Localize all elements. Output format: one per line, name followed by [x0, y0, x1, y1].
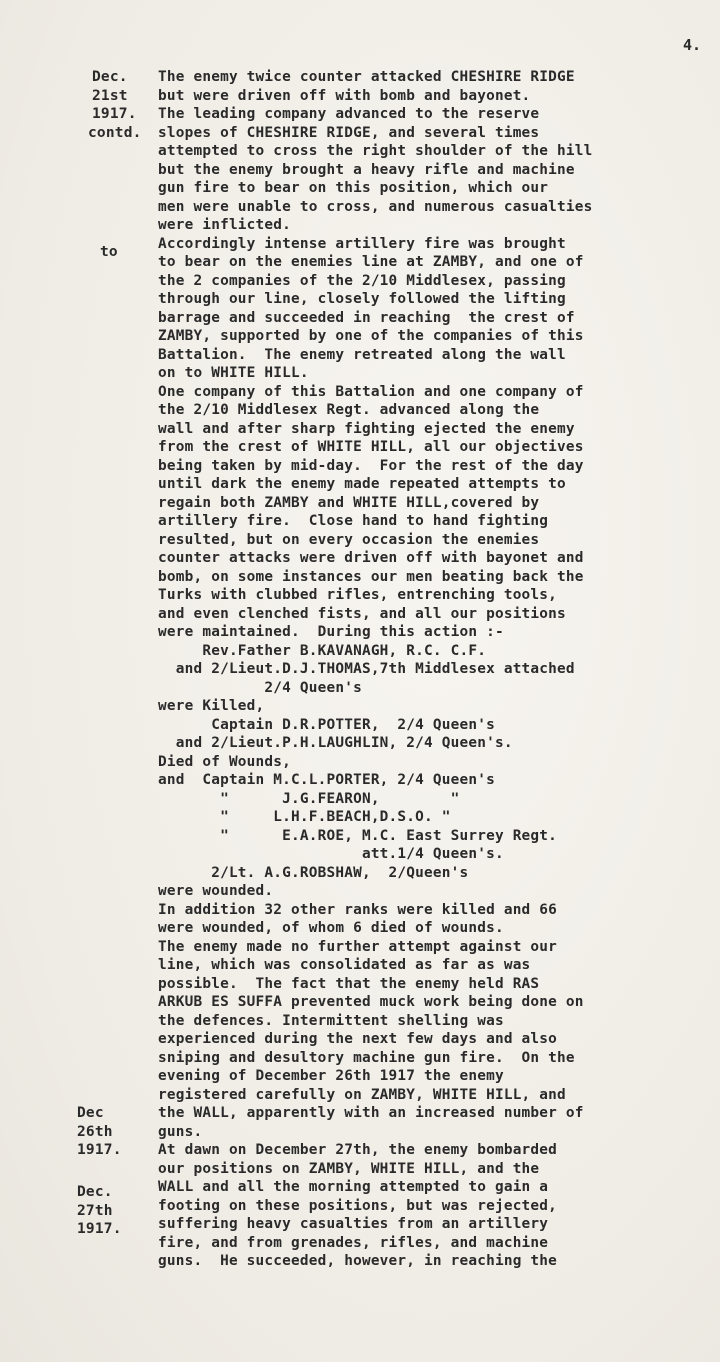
text-line: bomb, on some instances our men beating back the: [158, 568, 584, 585]
text-line: One company of this Battalion and one company of: [158, 383, 584, 400]
text-line: Turks with clubbed rifles, entrenching tools,: [158, 587, 558, 603]
text-line: At dawn on December 27th, the enemy bombarded: [158, 1142, 558, 1158]
text-line: from the crest of WHITE HILL, all our objectives: [158, 439, 584, 455]
text-line: the defences. Intermittent shelling was: [158, 1012, 504, 1029]
text-line: " E.A.ROE, M.C. East Surrey Regt.: [158, 827, 558, 844]
text-line: but the enemy brought a heavy rifle and machine: [158, 161, 575, 178]
text-line: gun fire to bear on this position, which our: [158, 180, 549, 196]
margin-date-line: to: [100, 244, 118, 260]
text-line: our positions on ZAMBY, WHITE HILL, and the: [158, 1160, 540, 1177]
text-line: guns. He succeeded, however, in reaching the: [158, 1253, 558, 1269]
text-line: ZAMBY, supported by one of the companies of this: [158, 328, 584, 344]
text-line: and 2/Lieut.D.J.THOMAS,7th Middlesex attached: [158, 661, 575, 677]
text-line: until dark the enemy made repeated attempts to: [158, 476, 566, 492]
margin-date-line: Dec.: [92, 69, 128, 85]
text-line: resulted, but on every occasion the enemies: [158, 531, 540, 548]
text-line: barrage and succeeded in reaching the crest of: [158, 309, 575, 326]
text-line: regain both ZAMBY and WHITE HILL,covered by: [158, 494, 540, 511]
text-line: Battalion. The enemy retreated along the wall: [158, 346, 566, 363]
text-line: " L.H.F.BEACH,D.S.O. ": [158, 809, 451, 825]
text-line: were wounded, of whom 6 died of wounds.: [158, 920, 504, 936]
text-line: experienced during the next few days and also: [158, 1031, 558, 1047]
text-line: line, which was consolidated as far as was: [158, 957, 531, 973]
text-line: 2/4 Queen's: [158, 679, 362, 696]
text-line: footing on these positions, but was rejected,: [158, 1197, 558, 1214]
text-line: counter attacks were driven off with bayonet and: [158, 550, 584, 566]
margin-date: [100, 243, 118, 262]
text-line: In addition 32 other ranks were killed and 66: [158, 901, 558, 918]
text-line: registered carefully on ZAMBY, WHITE HILL, and: [158, 1086, 566, 1103]
text-line: Accordingly intense artillery fire was brought: [158, 235, 566, 252]
text-line: to bear on the enemies line at ZAMBY, and one of: [158, 254, 584, 270]
text-line: on to WHITE HILL.: [158, 365, 309, 381]
text-line: possible. The fact that the enemy held RAS: [158, 975, 540, 992]
text-line: evening of December 26th 1917 the enemy: [158, 1068, 504, 1084]
margin-date-line: 21st: [92, 87, 128, 104]
text-line: the 2/10 Middlesex Regt. advanced along the: [158, 402, 540, 418]
text-line: were maintained. During this action :-: [158, 624, 504, 640]
text-line: artillery fire. Close hand to hand fighting: [158, 513, 549, 529]
text-line: Rev.Father B.KAVANAGH, R.C. C.F.: [158, 642, 487, 659]
text-line: ARKUB ES SUFFA prevented muck work being done on: [158, 994, 584, 1010]
text-line: the 2 companies of the 2/10 Middlesex, passing: [158, 272, 566, 289]
margin-date-line: contd.: [88, 124, 142, 141]
margin-date-line: 1917.: [77, 1142, 122, 1158]
text-line: and 2/Lieut.P.H.LAUGHLIN, 2/4 Queen's.: [158, 735, 513, 751]
text-line: att.1/4 Queen's.: [158, 846, 504, 862]
text-line: attempted to cross the right shoulder of the hill: [158, 143, 593, 159]
margin-date-line: Dec: [77, 1105, 104, 1121]
text-line: suffering heavy casualties from an artillery: [158, 1216, 549, 1232]
text-line: The enemy twice counter attacked CHESHIRE RIDGE: [158, 69, 575, 85]
text-line: being taken by mid-day. For the rest of the day: [158, 457, 584, 474]
text-line: were Killed,: [158, 698, 265, 714]
text-line: and Captain M.C.L.PORTER, 2/4 Queen's: [158, 772, 495, 788]
margin-date-line: 1917.: [92, 106, 137, 122]
text-line: through our line, closely followed the lifting: [158, 291, 566, 307]
text-line: 2/Lt. A.G.ROBSHAW, 2/Queen's: [158, 864, 469, 881]
text-line: The enemy made no further attempt against our: [158, 938, 558, 955]
page-number: 4.: [683, 36, 702, 54]
text-line: but were driven off with bomb and bayonet.: [158, 87, 531, 104]
typed-report-body: [158, 68, 720, 1271]
text-line: " J.G.FEARON, ": [158, 790, 460, 807]
text-line: were inflicted.: [158, 217, 292, 233]
text-line: Died of Wounds,: [158, 753, 292, 770]
margin-date-line: 27th: [77, 1202, 113, 1219]
margin-date: [88, 68, 142, 142]
margin-date-line: 1917.: [77, 1221, 122, 1237]
margin-date-line: Dec.: [77, 1184, 113, 1200]
text-line: wall and after sharp fighting ejected the enemy: [158, 420, 575, 437]
text-line: were wounded.: [158, 883, 274, 899]
text-line: men were unable to cross, and numerous casualties: [158, 198, 593, 215]
margin-date-line: 26th: [77, 1123, 113, 1140]
text-line: guns.: [158, 1123, 203, 1140]
text-line: sniping and desultory machine gun fire. On the: [158, 1049, 575, 1066]
text-line: slopes of CHESHIRE RIDGE, and several times: [158, 124, 540, 141]
text-line: and even clenched fists, and all our positions: [158, 605, 566, 622]
text-line: fire, and from grenades, rifles, and machine: [158, 1234, 549, 1251]
text-line: Captain D.R.POTTER, 2/4 Queen's: [158, 716, 495, 733]
text-line: the WALL, apparently with an increased number of: [158, 1105, 584, 1121]
text-line: WALL and all the morning attempted to gain a: [158, 1179, 549, 1195]
text-line: The leading company advanced to the reserve: [158, 106, 540, 122]
margin-date: [77, 1183, 122, 1239]
margin-date: [77, 1104, 122, 1160]
